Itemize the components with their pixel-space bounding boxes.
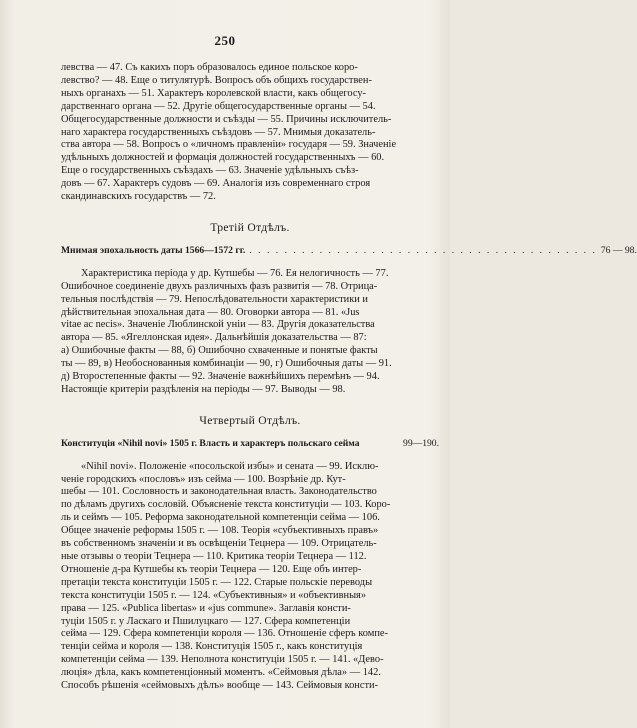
text-line: довъ — 67. Характеръ судовъ — 69. Аналогія изъ современнаго строя	[61, 178, 371, 190]
toc-entry-third	[61, 244, 637, 258]
text-line: ль и сеймъ — 105. Реформа законодательной компетенціи сейма — 106.	[61, 512, 380, 524]
text-line: левство? — 48. Еще о титулятурѣ. Вопросъ объ общихъ государствен-	[61, 74, 372, 86]
text-line: vitae ac necis». Значеніе Люблинской уніи — 83. Другія доказательства	[61, 319, 375, 331]
text-line: ченіе городскихъ «пословъ» изъ сейма — 100. Возрѣніе др. Кут-	[61, 473, 346, 485]
text-line: д) Второстепенные факты — 92. Значеніе важнѣйшихъ перемѣнъ — 94.	[61, 371, 380, 383]
text-line: Общегосударственные должности и съѣзды — 55. Причины исключитель-	[61, 113, 392, 125]
toc-entry-pages: 76 — 98.	[600, 244, 637, 256]
text-line: въ собственномъ значеніи и въ освѣщеніи Тецнера — 109. Отрицатель-	[61, 538, 377, 550]
text-line: а) Ошибочные факты — 88, б) Ошибочно схваченные и понятые факты	[61, 345, 378, 357]
text-line: дѣйствительная эпохальная дата — 80. Оговорки автора — 81. «Jus	[61, 306, 360, 318]
text-line: удѣльныхъ должностей и формація должностей государственныхъ — 60.	[61, 152, 385, 164]
text-line: наго характера государственныхъ съѣздовъ — 57. Мнимыя доказатель-	[61, 126, 376, 138]
text-line: ства автора — 58. Вопросъ о «личномъ правленіи» государя — 59. Значеніе	[61, 139, 397, 151]
text-line: Общее значеніе реформы 1505 г. — 108. Теорія «субъективныхъ правъ»	[61, 525, 379, 537]
text-line: сейма — 129. Сфера компетенціи короля — 136. Отношеніе сферъ компе-	[61, 628, 389, 640]
text-line: по дѣламъ другихъ сословій. Объясненіе текста конституціи — 103. Коро-	[61, 499, 391, 511]
text-line: скандинавскихъ государствъ — 72.	[61, 191, 216, 203]
text-line: автора — 85. «Ягеллонская идея». Дальнѣйшія доказательства — 87:	[61, 332, 367, 344]
text-line: ные отзывы о теоріи Тецнера — 110. Критика теоріи Тецнера — 112.	[61, 551, 367, 562]
section-heading-fourth: Четвертый Отдѣлъ.	[199, 413, 301, 427]
text-line: права — 125. «Publica libertas» и «jus commune». Заглавія консти-	[61, 602, 351, 614]
text-line: шебы — 101. Сословность и законодательная власть. Законодательство	[61, 486, 377, 498]
text-line: Ошибочное соединеніе двухъ различныхъ фазъ развитія — 78. Отрица-	[61, 280, 378, 292]
text-line: текста конституціи 1505 г. — 124. «Субъективныя» и «объективныя»	[61, 589, 367, 601]
toc-entry-title: Мнимая эпохальность даты 1566—1572 гг.	[61, 244, 246, 256]
section-third-paragraph	[61, 268, 439, 397]
intro-paragraph	[61, 62, 439, 204]
text-line: люція» дѣла, какъ компетенціонный моментъ. «Сеймовыя дѣла» — 142.	[61, 667, 381, 679]
text-line: туціи 1505 г. у Ласкаго и Пшилуцкаго — 127. Сфера компетенціи	[61, 615, 351, 627]
section-fourth-paragraph	[61, 461, 439, 693]
toc-leader-dots: . . . . . . . . . . . . . . . . . . . . . . . . . . . . . . . . . . . . . . . .	[249, 244, 597, 256]
text-line: ты — 89, в) Необоснованныя комбинаціи — 90, г) Ошибочныя даты — 91.	[61, 358, 392, 370]
text-line: левства — 47. Съ какихъ поръ образовалось единое польское коро-	[61, 62, 358, 73]
text-line: тельныя послѣдствія — 79. Непослѣдовательности характеристики и	[61, 293, 368, 305]
text-line: тенціи сейма и короля — 138. Конституція 1505 г., какъ конституція	[61, 641, 363, 653]
text-line: Настоящіе критеріи раздѣленія на періоды — 97. Выводы — 98.	[61, 383, 346, 395]
toc-entry-pages: 99—190.	[403, 437, 439, 449]
text-line: Способъ рѣшенія «сеймовыхъ дѣлъ» вообще — 143. Сеймовыя консти-	[61, 680, 379, 692]
text-line: ныхъ органахъ — 51. Характеръ королевской власти, какъ общегосу-	[61, 87, 367, 99]
toc-entry-title: Конституція «Nihil novi» 1505 г. Власть и характеръ польскаго сейма	[61, 437, 360, 449]
section-heading-third: Третій Отдѣлъ.	[210, 220, 290, 234]
text-line: Еще о государственныхъ съѣздахъ — 63. Значеніе удѣльныхъ съѣз-	[61, 165, 359, 177]
text-line: компетенціи сейма — 139. Неполнота конституціи 1505 г. — 141. «Дево-	[61, 654, 384, 666]
page-content	[61, 62, 637, 693]
text-line: Отношеніе д-ра Кутшебы къ теоріи Тецнера — 120. Еще объ интер-	[61, 563, 362, 575]
toc-entry-fourth	[61, 438, 439, 451]
page-number: 250	[214, 33, 236, 48]
text-line: претаціи текста конституціи 1505 г. — 122. Старые польскіе переводы	[61, 576, 373, 588]
text-line: Характеристика періода у др. Кутшебы — 76. Ея нелогичность — 77.	[81, 267, 389, 279]
text-line: дарственнаго органа — 52. Другіе общегосударственные органы — 54.	[61, 100, 376, 112]
text-line: «Nihil novi». Положеніе «посольской избы» и сената — 99. Исклю-	[81, 460, 379, 472]
